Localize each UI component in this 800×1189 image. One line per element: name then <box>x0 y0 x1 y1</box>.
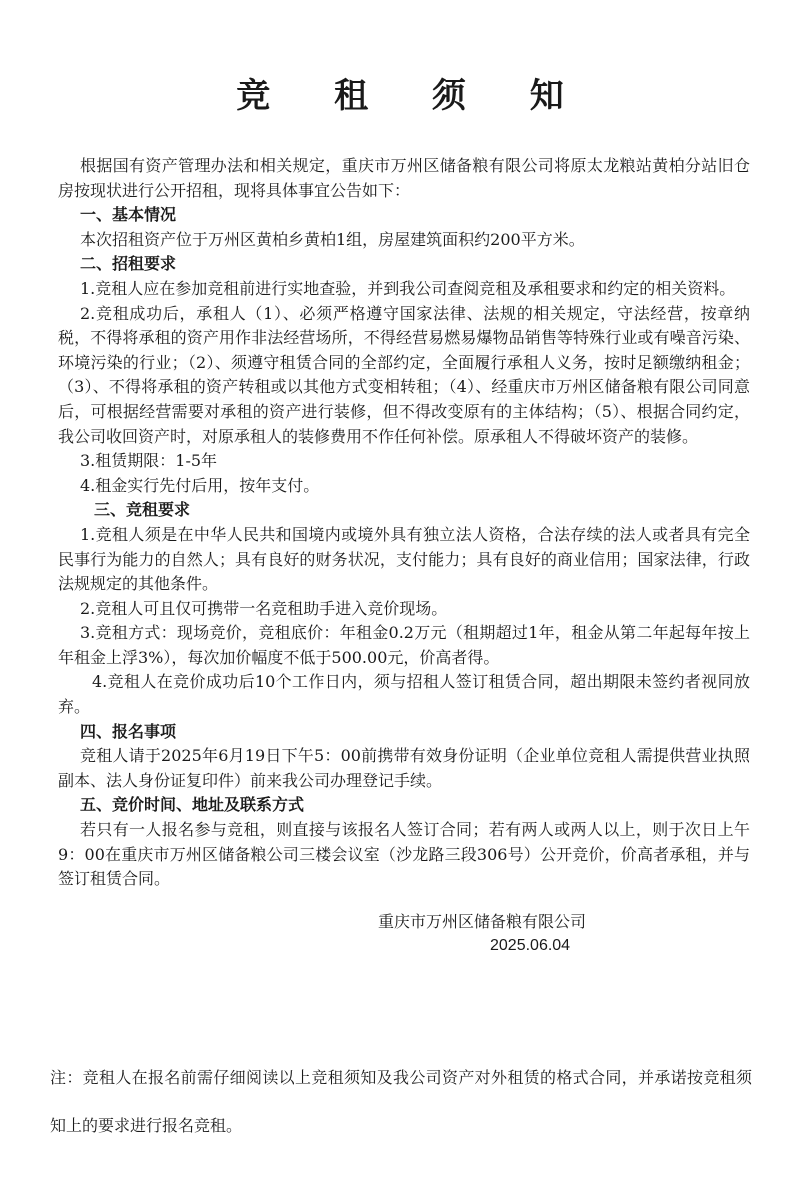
section-1-heading: 一、基本情况 <box>80 205 177 225</box>
document-body <box>58 154 750 892</box>
section-4-text: 竞租人请于2025年6月19日下午5：00前携带有效身份证明（企业单位竞租人需提供营业执照副本、法人身份证复印件）前来我公司办理登记手续。 <box>58 746 750 790</box>
section-3-item-2: 2.竞租人可且仅可携带一名竞租助手进入竞价现场。 <box>80 598 448 618</box>
section-3-item-3: 3.竞租方式：现场竞价，竞租底价：年租金0.2万元（租期超过1年，租金从第二年起每年按上年租金上浮3%），每次加价幅度不低于500.00元，价高者得。 <box>58 623 750 667</box>
document-title: 竞 租 须 知 <box>236 76 590 116</box>
section-2-item-3: 3.租赁期限：1-5年 <box>80 451 218 471</box>
footnote: 注：竞租人在报名前需仔细阅读以上竞租须知及我公司资产对外租赁的格式合同，并承诺按竞租须知上的要求进行报名竞租。 <box>50 1068 752 1135</box>
intro-paragraph: 根据国有资产管理办法和相关规定，重庆市万州区储备粮有限公司将原太龙粮站黄柏分站旧仓房按现状进行公开招租，现将具体事宜公告如下： <box>58 156 750 200</box>
signature-date: 2025.06.04 <box>490 937 571 954</box>
section-3-item-4: 4.竞租人在竞价成功后10个工作日内，须与招租人签订租赁合同，超出期限未签约者视同放弃。 <box>58 672 750 717</box>
section-3-item-1: 1.竞租人须是在中华人民共和国境内或境外具有独立法人资格，合法存续的法人或者具有完全民事行为能力的自然人；具有良好的财务状况，支付能力；具有良好的商业信用；国家法律，行政法规规定的其他条件。 <box>58 524 750 594</box>
section-5-heading: 五、竞价时间、地址及联系方式 <box>80 795 305 815</box>
section-2-item-4: 4.租金实行先付后用，按年支付。 <box>80 475 320 495</box>
section-2-item-1: 1.竞租人应在参加竞租前进行实地查验，并到我公司查阅竞租及承租要求和约定的相关资料。 <box>80 278 736 298</box>
signature-organization: 重庆市万州区储备粮有限公司 <box>378 912 587 931</box>
section-5-text: 若只有一人报名参与竞租，则直接与该报名人签订合同；若有两人或两人以上，则于次日上午9：00在重庆市万州区储备粮公司三楼会议室（沙龙路三段306号）公开竞价，价高者承租，并与签订租赁合同。 <box>58 820 750 889</box>
section-2-item-2: 2.竞租成功后，承租人（1）、必须严格遵守国家法律、法规的相关规定，守法经营，按章纳税，不得将承租的资产用作非法经营场所，不得经营易燃易爆物品销售等特殊行业或有噪音污染、环境污染的行业；（2）、须遵守租赁合同的全部约定，全面履行承租人义务，按时足额缴纳租金；（3）、不得将承租的资产转租或以其他方式变相转租；（4）、经重庆市万州区储备粮有限公司同意后，可根据经营需要对承租的资产进行装修，但不得改变原有的主体结构；（5）、根据合同约定，我公司收回资产时，对原承租人的装修费用不作任何补偿。原承租人不得破坏资产的装修。 <box>58 303 750 446</box>
section-4-heading: 四、报名事项 <box>80 721 177 741</box>
section-2-heading: 二、招租要求 <box>80 254 177 274</box>
section-1-text: 本次招租资产位于万州区黄柏乡黄柏1组，房屋建筑面积约200平方米。 <box>80 229 585 249</box>
section-3-heading: 三、竞租要求 <box>94 500 191 520</box>
